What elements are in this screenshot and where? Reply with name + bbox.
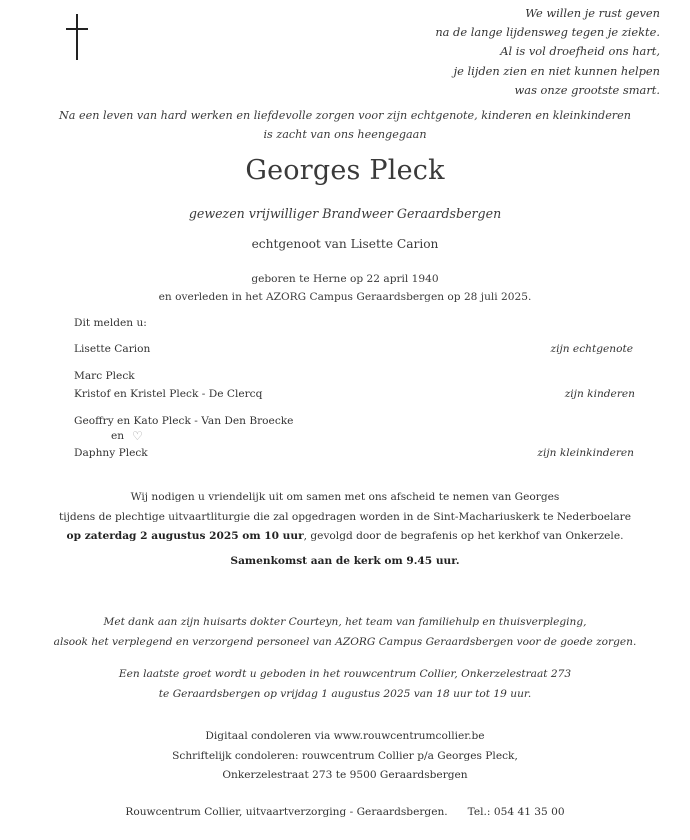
intro-line: Na een leven van hard werken en liefdevolle zorgen voor zijn echtgenote, kinderen en kleinkinderen (59, 109, 631, 122)
ceremony-datetime: op zaterdag 2 augustus 2025 om 10 uur (66, 530, 304, 542)
condolence-line: Onkerzelestraat 273 te 9500 Geraardsbergen (222, 769, 468, 781)
family-header: Dit melden u: (74, 317, 147, 329)
children-relation: zijn kinderen (564, 388, 635, 400)
child-name: Marc Pleck (74, 370, 135, 382)
birth-line: geboren te Herne op 22 april 1940 (251, 273, 439, 285)
grandchild-name: Geoffry en Kato Pleck - Van Den Broecke (74, 415, 294, 427)
poem (360, 4, 660, 100)
invitation-line: Wij nodigen u vriendelijk uit om samen met ons afscheid te nemen van Georges (130, 491, 560, 503)
meeting-time: Samenkomst aan de kerk om 9.45 uur. (230, 555, 460, 567)
child-name: Kristof en Kristel Pleck - De Clercq (74, 388, 263, 400)
grandchild-connector: en (111, 430, 125, 442)
poem-line: Al is vol droefheid ons hart, (500, 44, 660, 59)
thanks-text (0, 613, 690, 652)
intro-text (0, 106, 690, 144)
cross-icon (66, 14, 88, 60)
deceased-function: gewezen vrijwilliger Brandweer Geraardsbergen (188, 206, 502, 221)
greeting-line: Een laatste groet wordt u geboden in het rouwcentrum Collier, Onkerzelestraat 273 (118, 668, 572, 680)
footer (0, 806, 690, 818)
birth-death-dates (0, 270, 690, 306)
burial-info: , gevolgd door de begrafenis op het kerkhof van Onkerzele. (303, 530, 624, 542)
last-greeting (0, 665, 690, 704)
condolences (0, 727, 690, 786)
phone-number: Tel.: 054 41 35 00 (467, 806, 565, 818)
poem-line: We willen je rust geven (525, 6, 660, 20)
heart-icon: ♡ (132, 429, 143, 443)
intro-line: is zacht van ons heengegaan (263, 128, 427, 141)
death-line: en overleden in het AZORG Campus Geraardsbergen op 28 juli 2025. (158, 291, 532, 303)
deceased-name: Georges Pleck (245, 155, 445, 186)
grandchild-name: Daphny Pleck (74, 447, 148, 459)
spouse-name: Lisette Carion (74, 343, 151, 355)
poem-line: was onze grootste smart. (514, 82, 660, 97)
spouse-line: echtgenoot van Lisette Carion (251, 237, 439, 251)
thanks-line: Met dank aan zijn huisarts dokter Courteyn, het team van familiehulp en thuisverpleging, (103, 616, 587, 628)
invitation-line: tijdens de plechtige uitvaartliturgie die zal opgedragen worden in de Sint-Machariuskerk te Nederboelare (58, 510, 632, 523)
condolence-line: Digitaal condoleren via www.rouwcentrumcollier.be (205, 730, 485, 742)
greeting-line: te Geraardsbergen op vrijdag 1 augustus 2025 van 18 uur tot 19 uur. (158, 687, 532, 700)
invitation (0, 488, 690, 547)
thanks-line: alsook het verplegend en verzorgend personeel van AZORG Campus Geraardsbergen voor de goede zorgen. (53, 635, 637, 648)
funeral-home: Rouwcentrum Collier, uitvaartverzorging - Geraardsbergen. (125, 806, 448, 818)
invitation-line (0, 527, 690, 547)
condolence-line: Schriftelijk condoleren: rouwcentrum Collier p/a Georges Pleck, (172, 749, 518, 762)
spouse-relation: zijn echtgenote (550, 343, 633, 355)
grandchildren-relation: zijn kleinkinderen (537, 447, 634, 459)
poem-line: je lijden zien en niet kunnen helpen (453, 63, 660, 78)
poem-line: na de lange lijdensweg tegen je ziekte. (435, 25, 660, 40)
